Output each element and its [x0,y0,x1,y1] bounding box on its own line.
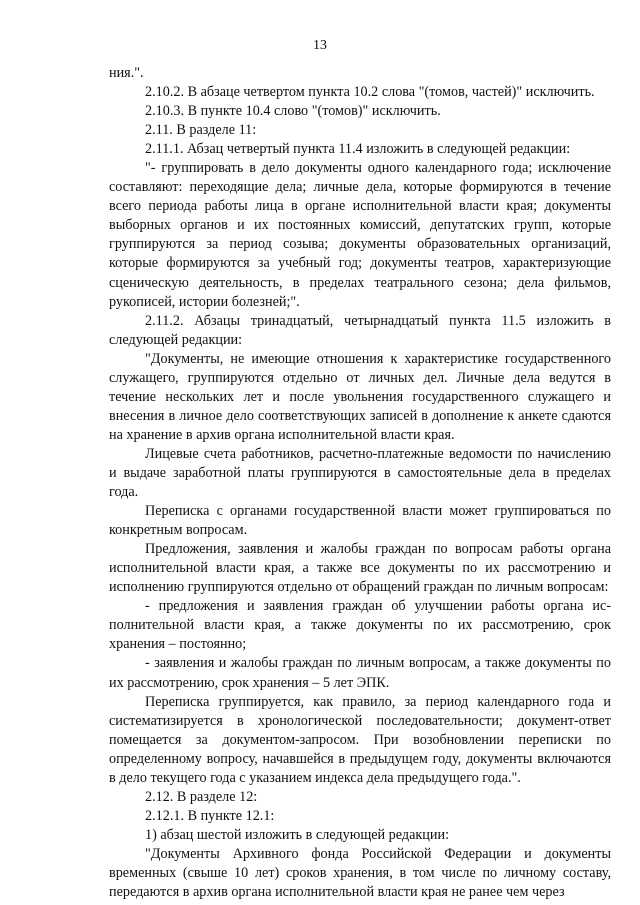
page-number: 13 [313,38,327,53]
paragraph: - предложения и заявления граждан об улучшении работы органа исполнительной власти края, а также документы по их рассмотрению, срок хранения – постоянно; [109,598,611,653]
paragraph: "- группировать в дело документы одного календарного года; исключение составляют: переходящие дела; личные дела, которые формируются в течение всего периода работы лица в органе исполнительной власти края; документы выборных органов и их постоянных комиссий, депутатских групп, которые группируются за период созыва; документы образовательных организаций, которые формируются за учебный год; документы театров, характеризующие сценическую деятельность, в пределах театрального сезона; дела фильмов, рукописей, истории болезней;". [109,160,611,310]
paragraph: ния.". [109,65,144,81]
paragraph: Предложения, заявления и жалобы граждан по вопросам работы органа исполнительной власти края, а также все документы по их рассмотрению и исполнению группируются отдельно от обращений граждан по личным вопросам: [109,541,611,596]
paragraph: 2.10.3. В пункте 10.4 слово "(томов)" исключить. [145,103,441,120]
paragraph: "Документы, не имеющие отношения к характеристике государственного служащего, группируются отдельно от личных дел. Личные дела ведутся в течение нескольких лет и после увольнения государственного служащего и внесения в личное дело соответствующих записей в дополнение к анкете сдаются на хранение в архив органа исполнительной власти края. [109,350,611,443]
document-body [109,64,611,902]
paragraph: Лицевые счета работников, расчетно-платежные ведомости по начислению и выдаче заработной платы группируются в самостоятельные дела в пределах года. [109,445,611,501]
paragraph: 2.12. В разделе 12: [145,788,258,805]
paragraph: "Документы Архивного фонда Российской Федерации и документы временных (свыше 10 лет) сроков хранения, в том числе по личному составу, передаются в архив органа исполнительной власти края не ранее чем через [109,845,611,901]
paragraph: Переписка группируется, как правило, за период календарного года и систематизируется в хронологической последовательности; документ-ответ помещается за документом-запросом. При возобновлении переписки по определенному вопросу, начавшейся в предыдущем году, документы включаются в дело текущего года с указанием индекса дела предыдущего года.". [109,693,611,786]
paragraph: 2.12.1. В пункте 12.1: [145,807,275,824]
paragraph: 2.11. В разделе 11: [145,122,257,139]
paragraph: 2.11.2. Абзацы тринадцатый, четырнадцатый пункта 11.5 изложить в следующей редакции: [109,312,611,348]
paragraph: 2.10.2. В абзаце четвертом пункта 10.2 слова "(томов, частей)" исключить. [145,84,595,101]
paragraph: 2.11.1. Абзац четвертый пункта 11.4 изложить в следующей редакции: [145,141,571,158]
paragraph: Переписка с органами государственной власти может группироваться по конкретным вопросам. [109,503,611,539]
paragraph: - заявления и жалобы граждан по личным вопросам, а также документы по их рассмотрению, срок хранения – 5 лет ЭПК. [109,655,611,691]
paragraph: 1) абзац шестой изложить в следующей редакции: [145,826,450,843]
